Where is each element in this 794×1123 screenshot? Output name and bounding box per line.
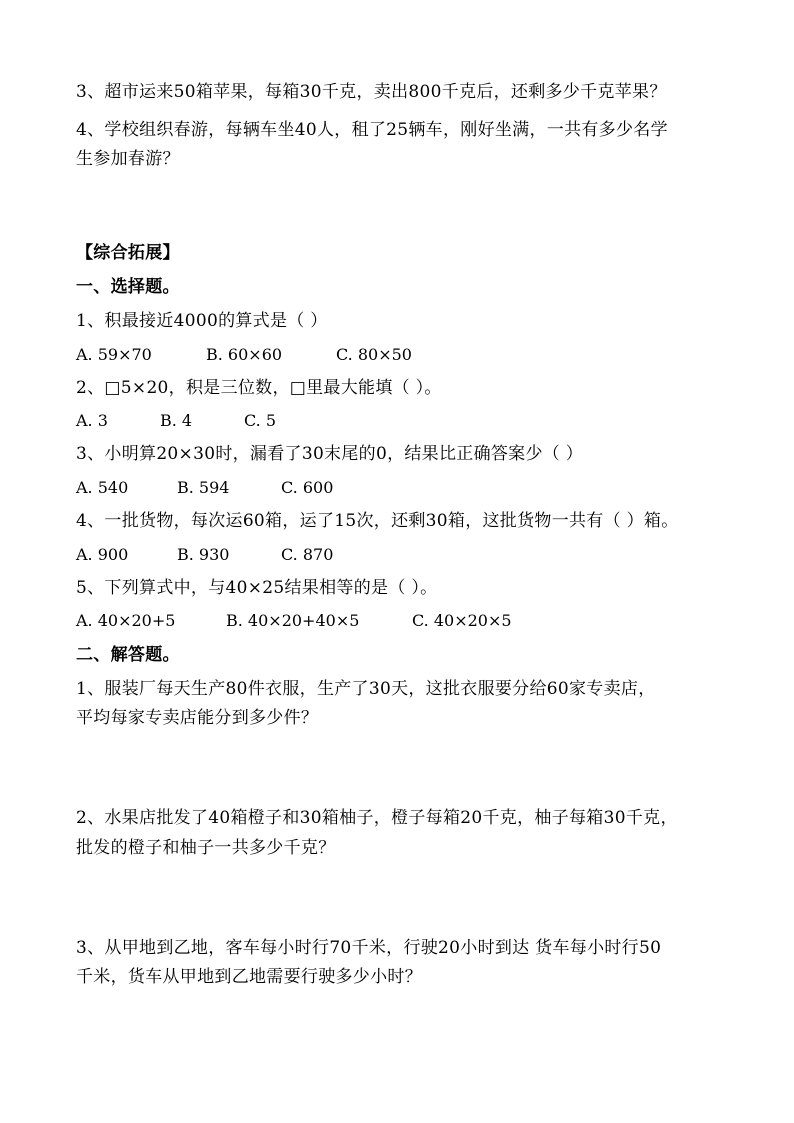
choice-options-3 [76, 476, 333, 500]
choice-question-1: 1、积最接近4000的算式是（ ） [76, 311, 328, 331]
option-b: B. 4 [160, 411, 193, 430]
option-a: A. 900 [76, 545, 129, 564]
choice-options-2 [76, 409, 276, 433]
option-b: B. 60×60 [206, 345, 283, 364]
option-c: C. 870 [281, 545, 334, 564]
question-3-apples: 3、超市运来50箱苹果，每箱30千克，卖出800千克后，还剩多少千克苹果？ [76, 82, 667, 102]
word-problem-3-line2: 千米，货车从甲地到乙地需要行驶多少小时？ [76, 967, 422, 987]
option-b: B. 930 [177, 545, 230, 564]
option-c: C. 40×20×5 [412, 611, 512, 630]
choice-options-5 [76, 609, 512, 633]
choice-options-1 [76, 343, 412, 367]
option-c: C. 5 [244, 411, 277, 430]
word-problem-3-line1: 3、从甲地到乙地，客车每小时行70千米，行驶20小时到达 货车每小时行50 [76, 938, 662, 958]
choice-question-4: 4、一批货物，每次运60箱，运了15次，还剩30箱，这批货物一共有（ ）箱。 [76, 511, 679, 531]
question-4-spring-trip-line1: 4、学校组织春游，每辆车坐40人，租了25辆车，刚好坐满，一共有多少名学 [76, 120, 668, 140]
part1-heading: 一、选择题。 [76, 277, 180, 297]
option-a: A. 59×70 [76, 345, 152, 364]
word-problem-2-line1: 2、水果店批发了40箱橙子和30箱柚子，橙子每箱20千克，柚子每箱30千克， [76, 808, 678, 828]
section-title: 【综合拓展】 [76, 243, 180, 263]
option-c: C. 80×50 [336, 345, 412, 364]
choice-question-3: 3、小明算20×30时，漏看了30末尾的0，结果比正确答案少（ ） [76, 444, 584, 464]
word-problem-1-line1: 1、服装厂每天生产80件衣服，生产了30天，这批衣服要分给60家专卖店， [76, 679, 656, 699]
option-a: A. 3 [76, 411, 108, 430]
option-c: C. 600 [281, 478, 334, 497]
option-b: B. 594 [177, 478, 230, 497]
part2-heading: 二、解答题。 [76, 645, 180, 665]
word-problem-2-line2: 批发的橙子和柚子一共多少千克？ [76, 838, 336, 858]
word-problem-1-line2: 平均每家专卖店能分到多少件？ [76, 708, 319, 728]
choice-question-2: 2、□5×20，积是三位数，□里最大能填（ ）。 [76, 378, 442, 398]
question-4-spring-trip-line2: 生参加春游？ [76, 149, 180, 169]
option-a: A. 40×20+5 [76, 611, 176, 630]
option-a: A. 540 [76, 478, 129, 497]
choice-options-4 [76, 543, 333, 567]
choice-question-5: 5、下列算式中，与40×25结果相等的是（ ）。 [76, 578, 438, 598]
option-b: B. 40×20+40×5 [226, 611, 360, 630]
